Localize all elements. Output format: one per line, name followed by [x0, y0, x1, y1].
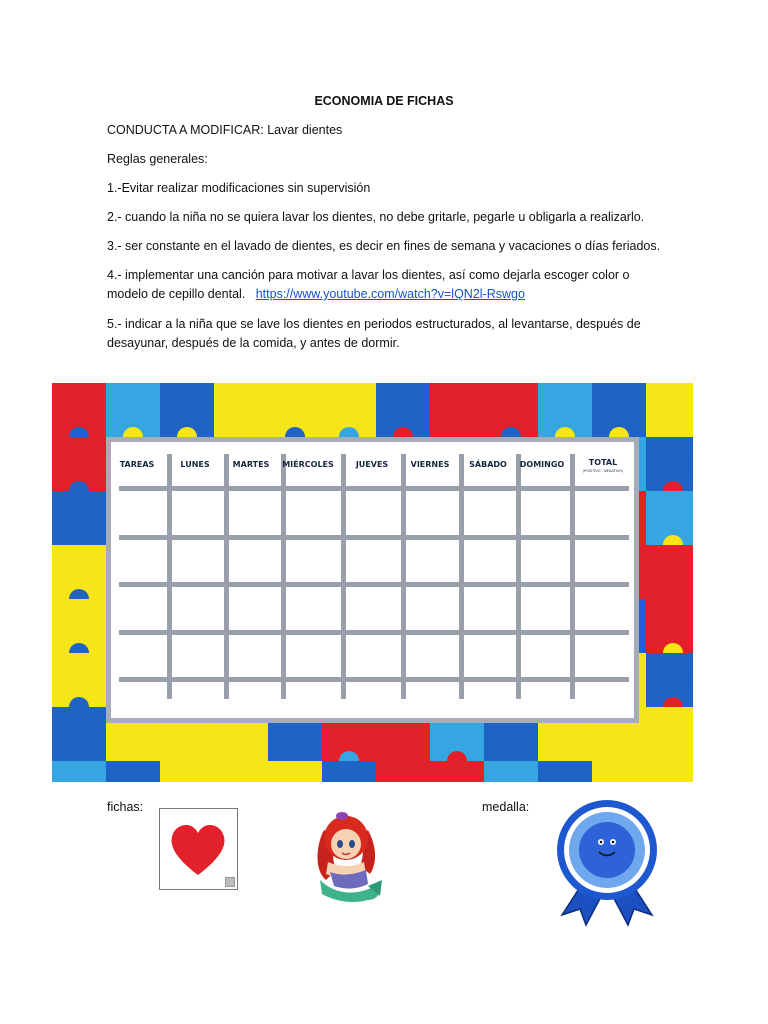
puzzle-piece	[484, 761, 538, 782]
conduct-line	[107, 120, 342, 140]
puzzle-piece	[214, 761, 268, 782]
conduct-label: CONDUCTA A MODIFICAR:	[107, 123, 264, 137]
grid-row-line	[119, 486, 629, 491]
header-martes: MARTES	[232, 460, 270, 469]
rules-heading: Reglas generales:	[107, 152, 208, 166]
fichas-label: fichas:	[107, 800, 144, 814]
header-jueves: JUEVES	[355, 460, 389, 469]
header-domingo: DOMINGO	[519, 460, 565, 469]
header-total-sub: (POSITIVO - NEGATIVO)	[582, 469, 624, 473]
puzzle-piece	[52, 761, 106, 782]
rule-1: 1.-Evitar realizar modificaciones sin supervisión	[107, 181, 371, 195]
puzzle-piece	[538, 761, 592, 782]
mermaid-character-icon	[306, 800, 386, 905]
puzzle-piece	[322, 761, 376, 782]
puzzle-piece	[430, 761, 484, 782]
medalla-label: medalla:	[482, 800, 530, 814]
medal-ribbon-icon	[552, 795, 662, 927]
puzzle-piece	[646, 761, 693, 782]
rule-3: 3.- ser constante en el lavado de dientes, es decir en fines de semana y vacaciones o días feriados.	[107, 239, 661, 253]
grid-row-line	[119, 630, 629, 635]
rule-4-cont-text: modelo de cepillo dental.	[107, 287, 246, 301]
puzzle-piece	[160, 761, 214, 782]
grid-row-line	[119, 535, 629, 540]
resize-corner-icon	[225, 877, 235, 887]
token-card	[159, 808, 238, 890]
puzzle-piece	[106, 761, 160, 782]
header-miercoles: MIÉRCOLES	[282, 460, 334, 469]
chart-grid	[111, 442, 634, 718]
puzzle-piece	[268, 761, 322, 782]
weekly-chart	[106, 437, 639, 723]
header-lunes: LUNES	[180, 460, 210, 469]
header-total: TOTAL	[588, 458, 618, 467]
token-chart-board	[52, 383, 693, 782]
rule-5: 5.- indicar a la niña que se lave los dientes en periodos estructurados, al levantarse, después de	[107, 317, 641, 331]
puzzle-piece	[592, 761, 646, 782]
header-tareas: TAREAS	[119, 460, 155, 469]
grid-row-line	[119, 677, 629, 682]
rule-5-cont: desayunar, después de la comida, y antes de dormir.	[107, 336, 400, 350]
puzzle-piece	[376, 761, 430, 782]
page-title: ECONOMIA DE FICHAS	[314, 94, 454, 108]
rule-4: 4.- implementar una canción para motivar a lavar los dientes, así como dejarla escoger color o	[107, 268, 630, 282]
youtube-link[interactable]: https://www.youtube.com/watch?v=lQN2l-Rswgo	[255, 287, 525, 301]
header-sabado: SÁBADO	[469, 460, 507, 469]
conduct-value: Lavar dientes	[267, 123, 343, 137]
rule-4-cont	[107, 284, 525, 304]
header-viernes: VIERNES	[410, 460, 450, 469]
grid-row-line	[119, 582, 629, 587]
rule-2: 2.- cuando la niña no se quiera lavar los dientes, no debe gritarle, pegarle u obligarla a realizarlo.	[107, 210, 645, 224]
